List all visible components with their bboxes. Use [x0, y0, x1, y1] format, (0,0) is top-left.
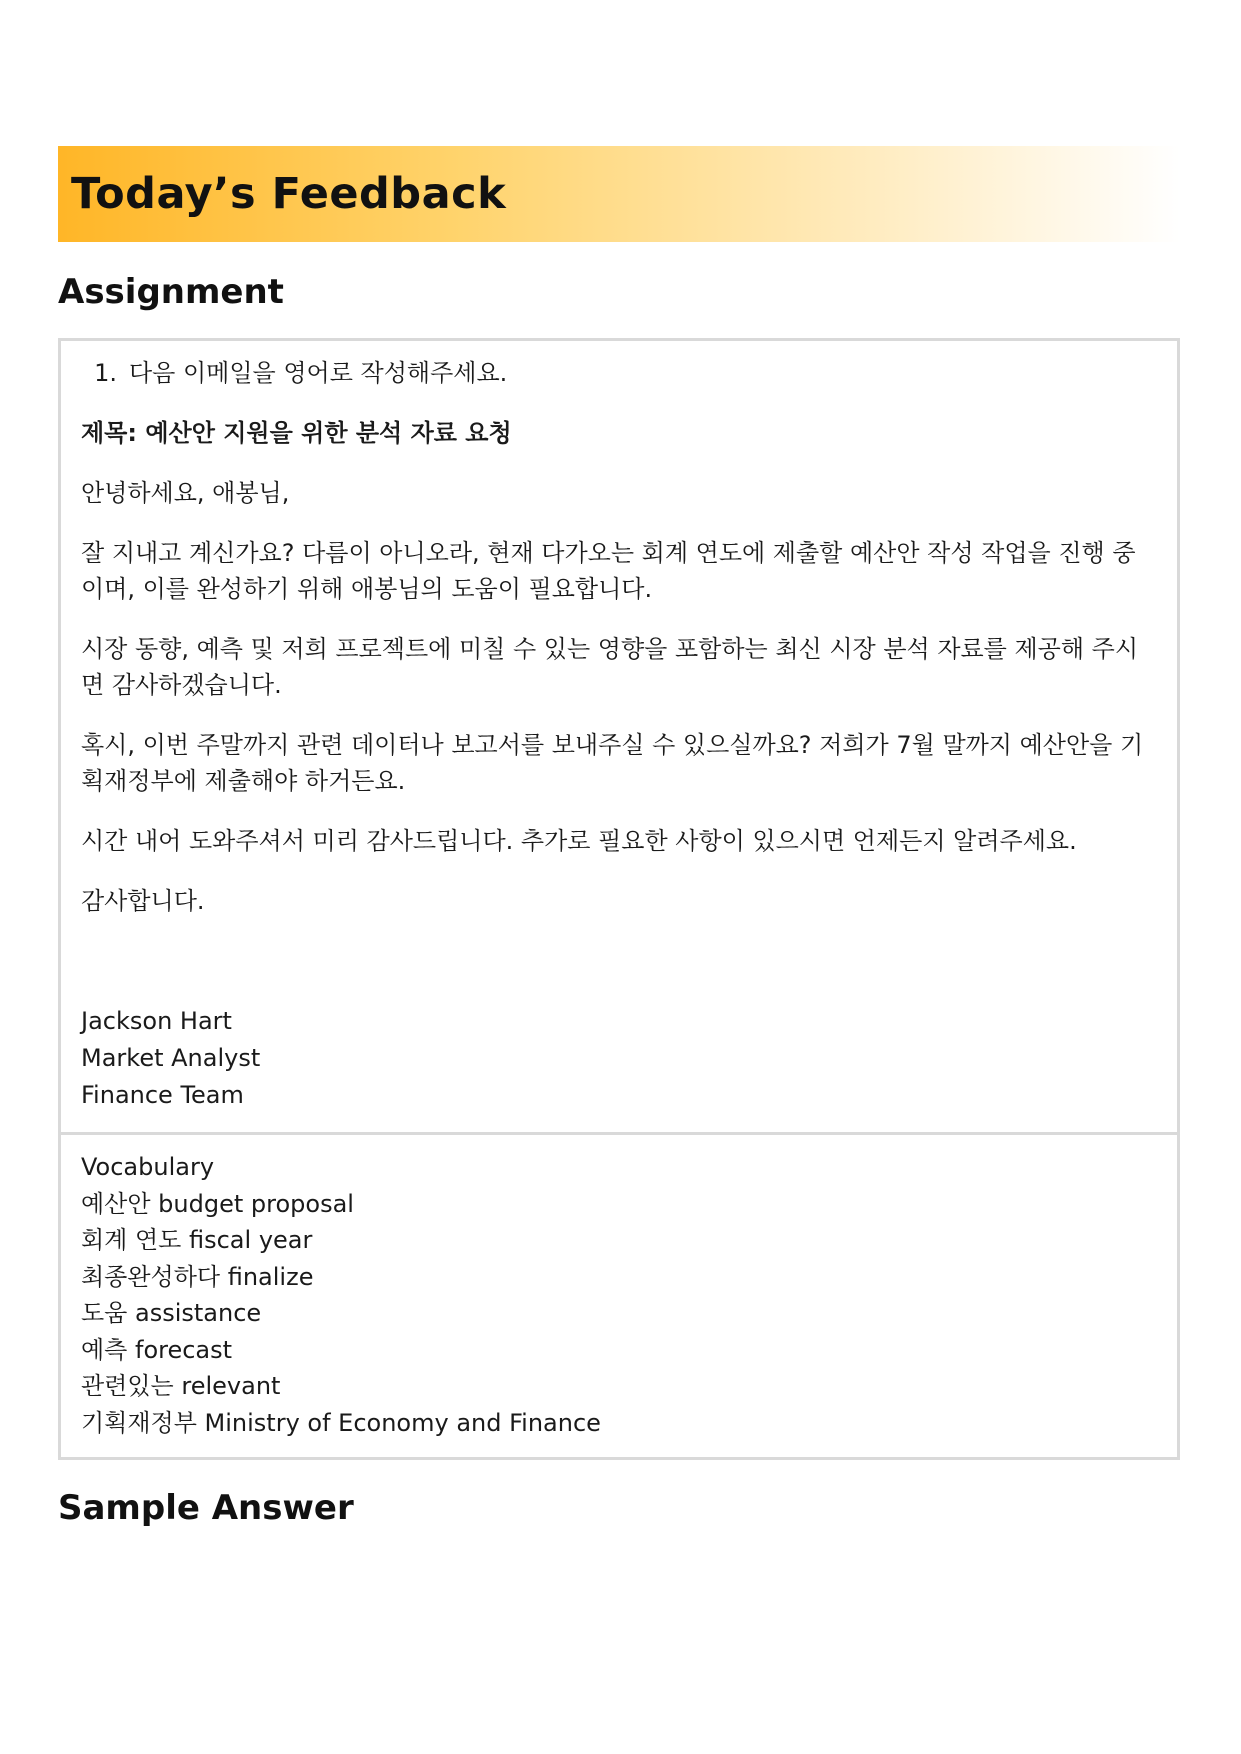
vocabulary-item: 기획재정부 Ministry of Economy and Finance — [81, 1408, 601, 1437]
vocabulary-item: 도움 assistance — [81, 1299, 262, 1327]
vocabulary-item: 관련있는 relevant — [81, 1372, 281, 1400]
vocabulary-section — [61, 1132, 1177, 1457]
instruction-item — [81, 355, 1157, 391]
email-paragraph-2: 시장 동향, 예측 및 저희 프로젝트에 미칠 수 있는 영향을 포함하는 최신 시장 분석 자료를 제공해 주시면 감사하겠습니다. — [81, 635, 1139, 699]
page — [58, 146, 1180, 1530]
email-paragraph-1: 잘 지내고 계신가요? 다름이 아니오라, 현재 다가오는 회계 연도에 제출할 예산안 작성 작업을 진행 중이며, 이를 완성하기 위해 애봉님의 도움이 필요합니다. — [81, 539, 1136, 603]
title-banner — [58, 146, 1180, 242]
sample-answer-heading: Sample Answer — [58, 1488, 354, 1528]
vocabulary-item: 회계 연도 fiscal year — [81, 1226, 313, 1254]
assignment-heading: Assignment — [58, 272, 284, 312]
signature-team: Finance Team — [81, 1081, 244, 1109]
email-paragraph-3: 혹시, 이번 주말까지 관련 데이터나 보고서를 보내주실 수 있으실까요? 저희가 7월 말까지 예산안을 기획재정부에 제출해야 하거든요. — [81, 731, 1144, 795]
instruction-text: 다음 이메일을 영어로 작성해주세요. — [129, 359, 508, 387]
signature-name: Jackson Hart — [81, 1007, 232, 1035]
page-title: Today’s Feedback — [71, 169, 507, 219]
vocabulary-item: 예산안 budget proposal — [81, 1189, 354, 1218]
assignment-box — [58, 338, 1180, 1460]
email-signature — [81, 1003, 1157, 1114]
email-content — [61, 341, 1177, 1132]
email-paragraph-4: 시간 내어 도와주셔서 미리 감사드립니다. 추가로 필요한 사항이 있으시면 언제든지 알려주세요. — [81, 827, 1077, 855]
signature-role: Market Analyst — [81, 1044, 261, 1072]
vocabulary-item: 예측 forecast — [81, 1335, 233, 1364]
vocabulary-heading: Vocabulary — [81, 1153, 215, 1181]
email-subject: 제목: 예산안 지원을 위한 분석 자료 요청 — [81, 419, 512, 447]
email-greeting: 안녕하세요, 애봉님, — [81, 479, 290, 507]
email-closing: 감사합니다. — [81, 887, 205, 915]
instruction-number: 1. — [94, 359, 117, 387]
vocabulary-item: 최종완성하다 finalize — [81, 1262, 314, 1291]
